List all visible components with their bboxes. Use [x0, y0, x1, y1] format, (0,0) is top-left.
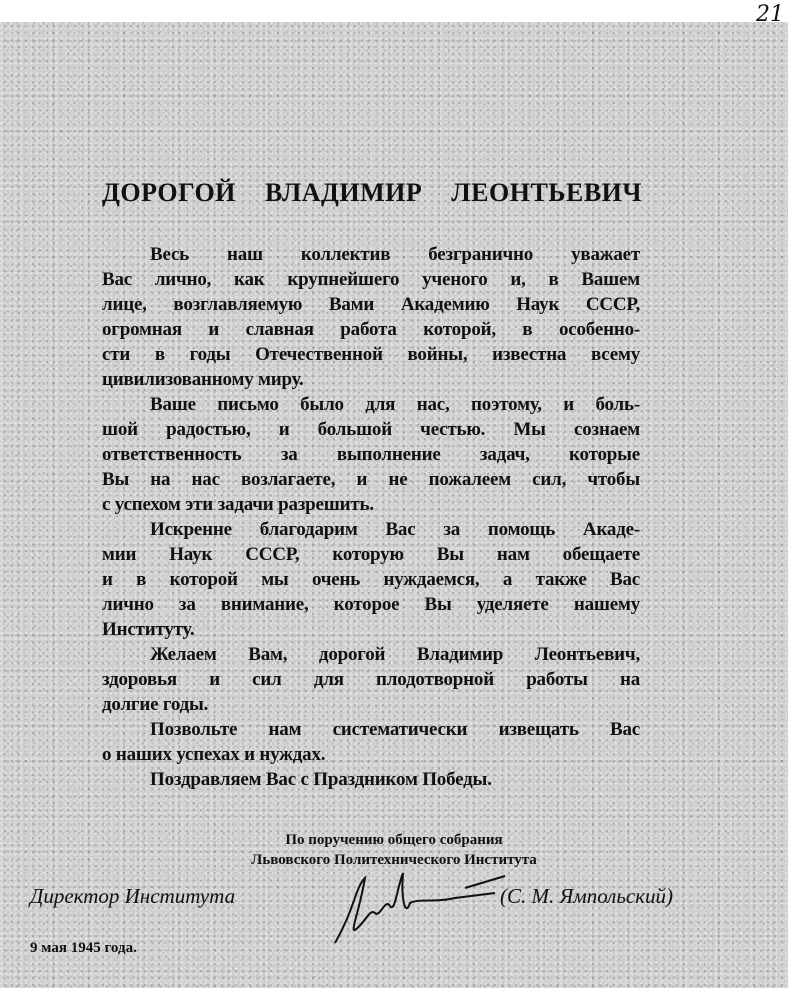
signer-role: Директор Института	[30, 884, 236, 908]
body-line: огромная и славная работа которой, в особенно-	[102, 319, 640, 340]
commission-line-1: По поручению общего собрания	[285, 832, 503, 848]
handwritten-signature	[325, 868, 525, 948]
body-line: лице, возглавляемую Вами Академию Наук СССР,	[102, 294, 640, 315]
body-line: мии Наук СССР, которую Вы нам обещаете	[102, 544, 640, 565]
page-number: 21	[756, 2, 784, 27]
body-line: здоровья и сил для плодотворной работы на	[102, 669, 640, 690]
letter-salutation: ДОРОГОЙ ВЛАДИМИР ЛЕОНТЬЕВИЧ	[102, 178, 642, 207]
body-line: и в которой мы очень нуждаемся, а также Вас	[102, 569, 640, 590]
signer-name: (С. М. Ямпольский)	[500, 884, 674, 908]
body-line: Желаем Вам, дорогой Владимир Леонтьевич,	[150, 644, 640, 665]
letter-body	[102, 242, 640, 792]
commission-line-2: Львовского Политехнического Института	[251, 852, 537, 868]
body-line: с успехом эти задачи разрешить.	[102, 494, 374, 515]
body-line: шой радостью, и большой честью. Мы сознаем	[102, 419, 640, 440]
body-line: Поздравляем Вас с Праздником Победы.	[150, 769, 492, 790]
body-line: лично за внимание, которое Вы уделяете нашему	[102, 594, 640, 615]
body-line: Вы на нас возлагаете, и не пожалеем сил, чтобы	[102, 469, 640, 490]
body-line: Искренне благодарим Вас за помощь Акаде-	[150, 519, 640, 540]
body-line: о наших успехах и нуждах.	[102, 744, 326, 765]
body-line: ответственность за выполнение задач, которые	[102, 444, 640, 465]
letter-date: 9 мая 1945 года.	[30, 940, 137, 956]
body-line: цивилизованному миру.	[102, 369, 304, 390]
body-line: сти в годы Отечественной войны, известна всему	[102, 344, 640, 365]
body-line: Институту.	[102, 619, 195, 640]
body-line: долгие годы.	[102, 694, 209, 715]
body-line: Ваше письмо было для нас, поэтому, и боль-	[150, 394, 640, 415]
body-line: Весь наш коллектив безгранично уважает	[150, 244, 640, 265]
body-line: Вас лично, как крупнейшего ученого и, в Вашем	[102, 269, 640, 290]
body-line: Позвольте нам систематически извещать Вас	[150, 719, 640, 740]
